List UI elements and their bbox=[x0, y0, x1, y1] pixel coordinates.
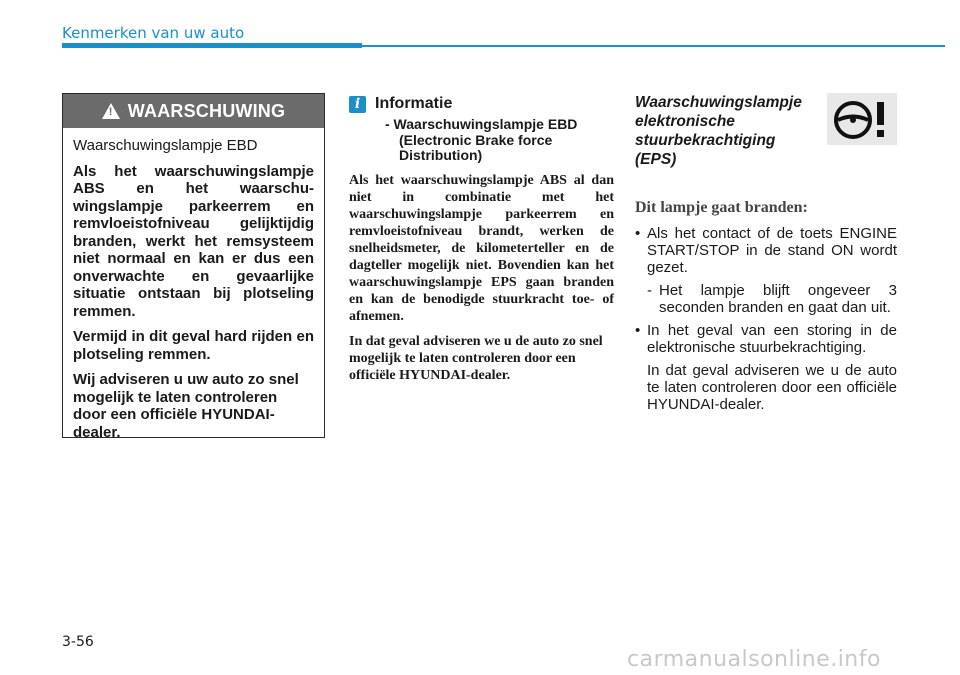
warning-paragraph: Als het waarschuwingslampje ABS en het waarschu-wingslampje parkeerrem en remvloeistofniveau gelijktijdig branden, werkt het remsysteem niet normaal en kan er dus een onverwachte en gevaarlijke situatie ontstaan bij plotseling remmen. bbox=[73, 162, 314, 320]
warning-paragraph: Vermijd in dit geval hard rijden en plotseling remmen. bbox=[73, 328, 314, 363]
list-item-continuation: In dat geval adviseren we u de auto te laten controleren door een officiële HYUNDAI-dealer. bbox=[647, 362, 897, 413]
list-item bbox=[635, 322, 897, 356]
page-number: 3-56 bbox=[62, 634, 94, 650]
information-paragraph: In dat geval adviseren we u de auto zo snel mogelijk te laten controleren door een officiële HYUNDAI-dealer. bbox=[349, 333, 603, 383]
dash-icon: - bbox=[647, 282, 652, 299]
lights-up-heading: Dit lampje gaat branden: bbox=[635, 199, 808, 216]
info-icon: i bbox=[349, 96, 366, 113]
eps-section bbox=[635, 93, 897, 413]
information-header bbox=[349, 95, 614, 113]
list-item-text: In het geval van een storing in de elektronische stuurbekrachtiging. bbox=[647, 322, 897, 356]
header-rule-thin bbox=[362, 45, 945, 47]
information-item-line: Distribution) bbox=[399, 147, 483, 163]
list-item bbox=[635, 225, 897, 276]
bullet-icon: • bbox=[635, 225, 641, 242]
warning-box bbox=[62, 93, 325, 441]
information-title: Informatie bbox=[375, 95, 453, 112]
warning-subtitle: Waarschuwingslampje EBD bbox=[73, 137, 258, 154]
warning-label: WAARSCHUWING bbox=[127, 100, 286, 121]
eps-title: Waarschuwingslampje elektronische stuurbekrachtiging (EPS) bbox=[635, 94, 802, 168]
list-item-text: Als het contact of de toets ENGINE START/STOP in de stand ON wordt gezet. bbox=[647, 225, 897, 276]
information-item-line: - Waarschuwingslampje EBD bbox=[385, 116, 578, 132]
warning-body bbox=[63, 128, 324, 441]
eps-list bbox=[635, 225, 897, 413]
warning-paragraph: Wij adviseren u uw auto zo snel mogelijk te laten controleren door een officiële HYUNDAI-dealer. bbox=[73, 371, 299, 441]
section-title: Kenmerken van uw auto bbox=[62, 24, 245, 42]
warning-header bbox=[63, 94, 324, 128]
information-paragraph: Als het waarschuwingslampje ABS al dan niet in combinatie met het waarschuwingslampje parkeerrem en remvloeistofniveau brandt, werken de snelheidsmeter, de kilometerteller en de dagteller mogelijk niet. Bovendien kan het waarschuwingslampje EPS gaan branden en kan de benodigde stuurkracht toe- of afnemen. bbox=[349, 172, 614, 324]
information-item-line: (Electronic Brake force bbox=[399, 131, 553, 148]
bullet-icon: • bbox=[635, 322, 641, 339]
information-section bbox=[349, 95, 614, 392]
information-text bbox=[349, 172, 614, 384]
list-subitem bbox=[647, 282, 897, 316]
watermark: carmanualsonline.info bbox=[627, 647, 881, 672]
steering-warning-icon bbox=[827, 93, 897, 145]
warning-triangle-icon: ! bbox=[102, 103, 120, 119]
header-rule-thick bbox=[62, 43, 362, 48]
information-list bbox=[385, 117, 614, 164]
list-subitem-text: Het lampje blijft ongeveer 3 seconden branden en gaat dan uit. bbox=[659, 282, 897, 316]
